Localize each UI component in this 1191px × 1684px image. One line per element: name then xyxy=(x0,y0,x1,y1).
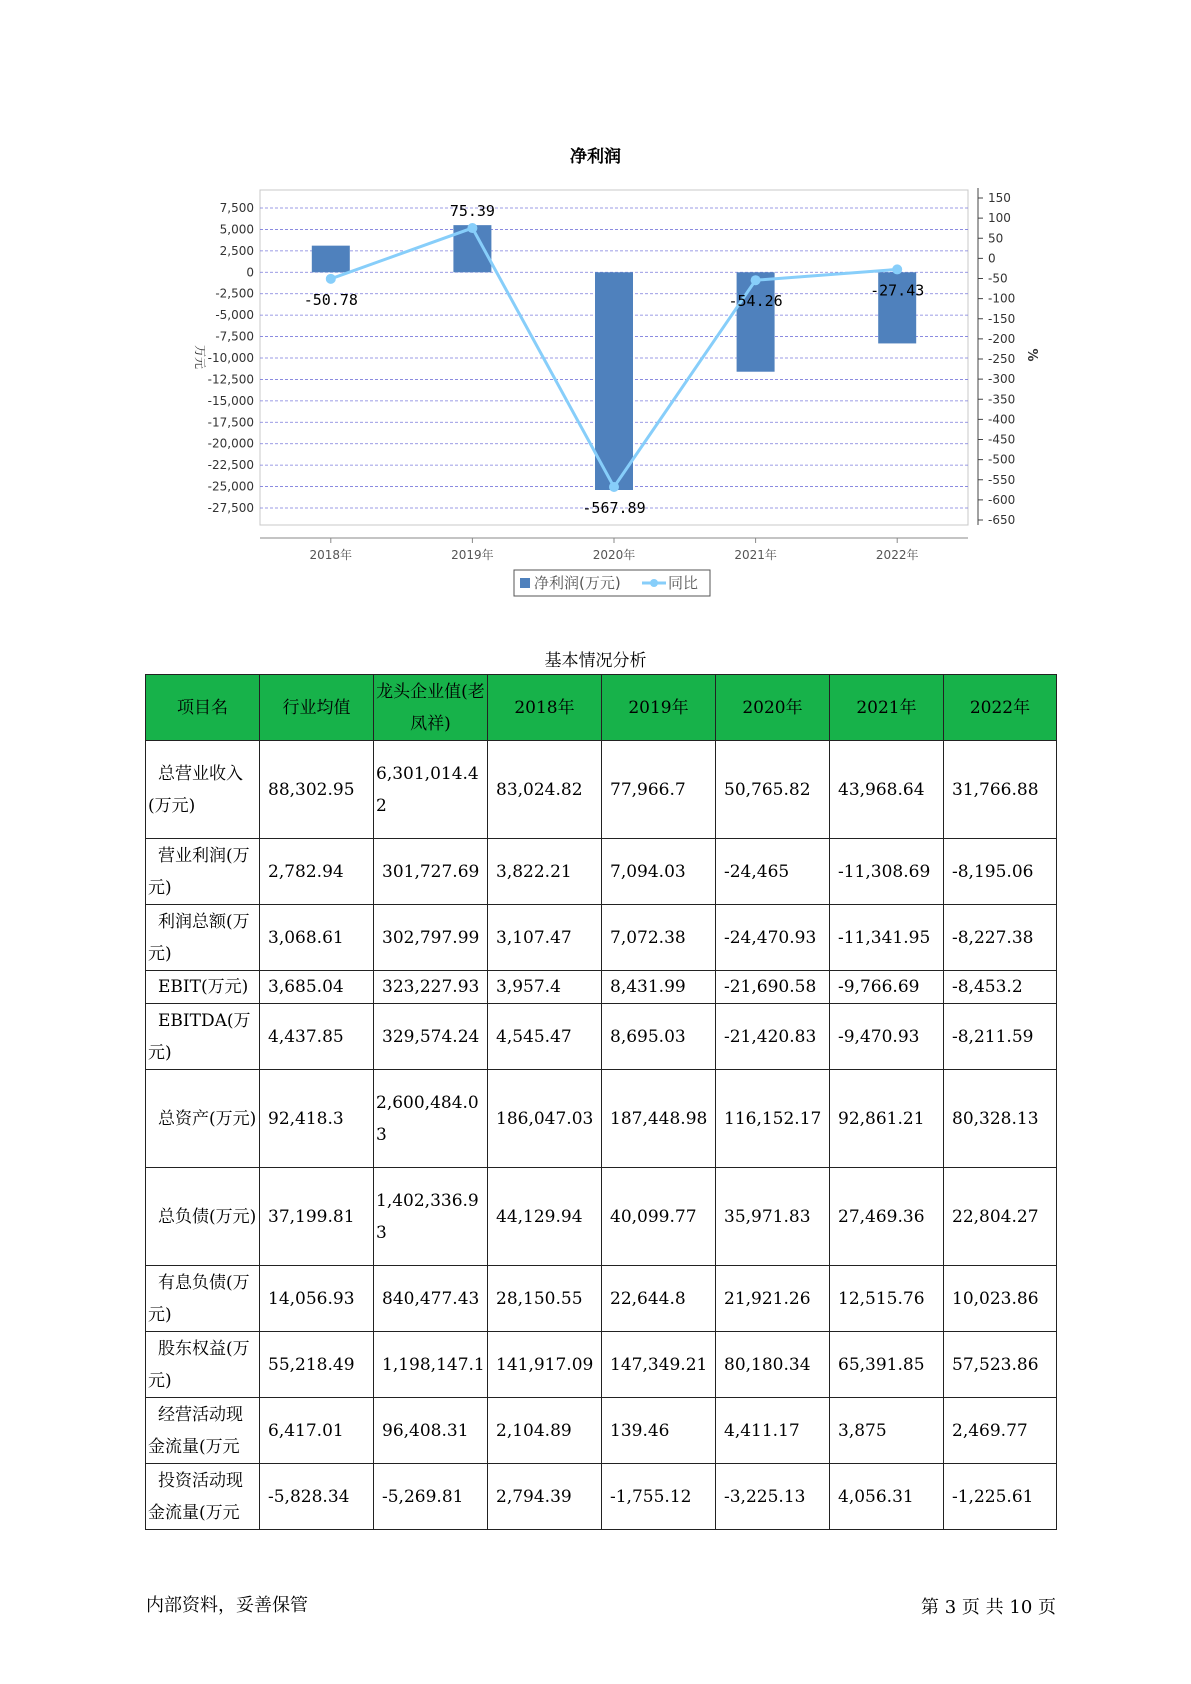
y-tick-label: -22,500 xyxy=(207,458,254,473)
x-tick-label: 2018年 xyxy=(309,548,353,562)
header-cell: 2022年 xyxy=(944,675,1057,741)
value-cell: -11,341.95 xyxy=(830,905,944,971)
table-row xyxy=(146,1266,1057,1332)
value-cell: 22,804.27 xyxy=(944,1168,1057,1266)
y2-tick-label: -550 xyxy=(988,472,1016,487)
value-cell: 3,957.4 xyxy=(488,971,602,1004)
value-cell: 4,545.47 xyxy=(488,1004,602,1070)
data-label-yoy: -27.43 xyxy=(870,281,925,300)
value-cell: 35,971.83 xyxy=(716,1168,830,1266)
value-cell: 44,129.94 xyxy=(488,1168,602,1266)
value-cell: 50,765.82 xyxy=(716,741,830,839)
y2-tick-label: -50 xyxy=(988,271,1008,286)
value-cell: 301,727.69 xyxy=(374,839,488,905)
legend-line-label: 同比 xyxy=(668,574,699,592)
value-cell: 6,301,014.42 xyxy=(374,741,488,839)
value-cell: 2,104.89 xyxy=(488,1398,602,1464)
value-cell: 1,198,147.1 xyxy=(374,1332,488,1398)
y2-tick-label: -450 xyxy=(988,432,1016,447)
value-cell: 2,782.94 xyxy=(260,839,374,905)
basic-analysis-table xyxy=(145,674,1057,1530)
y-tick-label: -17,500 xyxy=(207,415,254,430)
value-cell: 329,574.24 xyxy=(374,1004,488,1070)
y2-tick-label: -200 xyxy=(988,331,1016,346)
data-label-yoy: -50.78 xyxy=(303,290,358,309)
y2-tick-label: -600 xyxy=(988,492,1016,507)
value-cell: 4,437.85 xyxy=(260,1004,374,1070)
row-label-cell: 股东权益(万元) xyxy=(146,1332,260,1398)
value-cell: 40,099.77 xyxy=(602,1168,716,1266)
value-cell: -11,308.69 xyxy=(830,839,944,905)
x-tick-label: 2022年 xyxy=(875,548,919,562)
y2-tick-label: -350 xyxy=(988,392,1016,407)
table-row xyxy=(146,971,1057,1004)
value-cell: 80,328.13 xyxy=(944,1070,1057,1168)
legend-bar-swatch xyxy=(520,578,530,588)
table-row xyxy=(146,1398,1057,1464)
row-label-cell: EBITDA(万元) xyxy=(146,1004,260,1070)
table-row xyxy=(146,1332,1057,1398)
row-label-cell: 总负债(万元) xyxy=(146,1168,260,1266)
value-cell: -8,211.59 xyxy=(944,1004,1057,1070)
y2-tick-label: 100 xyxy=(988,211,1011,226)
y2-tick-label: -300 xyxy=(988,372,1016,387)
bar-net-profit xyxy=(595,272,633,490)
value-cell: 57,523.86 xyxy=(944,1332,1057,1398)
header-cell: 项目名 xyxy=(146,675,260,741)
point-yoy xyxy=(326,274,336,284)
bar-net-profit xyxy=(312,246,350,273)
table-header-row xyxy=(146,675,1057,741)
header-cell: 2019年 xyxy=(602,675,716,741)
value-cell: 12,515.76 xyxy=(830,1266,944,1332)
value-cell: 4,056.31 xyxy=(830,1464,944,1530)
y2-tick-label: -250 xyxy=(988,352,1016,366)
value-cell: 28,150.55 xyxy=(488,1266,602,1332)
value-cell: -21,420.83 xyxy=(716,1004,830,1070)
point-yoy xyxy=(467,223,477,233)
table-row xyxy=(146,1070,1057,1168)
value-cell: 7,072.38 xyxy=(602,905,716,971)
value-cell: -3,225.13 xyxy=(716,1464,830,1530)
value-cell: 37,199.81 xyxy=(260,1168,374,1266)
y-tick-label: 0 xyxy=(246,265,254,280)
value-cell: 187,448.98 xyxy=(602,1070,716,1168)
header-cell: 2018年 xyxy=(488,675,602,741)
header-cell: 龙头企业值(老凤祥) xyxy=(374,675,488,741)
value-cell: 186,047.03 xyxy=(488,1070,602,1168)
value-cell: 3,822.21 xyxy=(488,839,602,905)
y2-tick-label: -150 xyxy=(988,311,1016,326)
y2-tick-label: 150 xyxy=(988,191,1011,205)
value-cell: 10,023.86 xyxy=(944,1266,1057,1332)
header-cell: 2021年 xyxy=(830,675,944,741)
value-cell: 323,227.93 xyxy=(374,971,488,1004)
value-cell: 65,391.85 xyxy=(830,1332,944,1398)
value-cell: 1,402,336.93 xyxy=(374,1168,488,1266)
table-caption: 基本情况分析 xyxy=(544,651,647,671)
value-cell: 83,024.82 xyxy=(488,741,602,839)
table-row xyxy=(146,741,1057,839)
x-tick-label: 2021年 xyxy=(734,548,777,562)
legend-line-marker xyxy=(650,579,658,587)
chart-title: 净利润 xyxy=(570,147,621,167)
value-cell: 27,469.36 xyxy=(830,1168,944,1266)
table-row xyxy=(146,839,1057,905)
row-label-cell: 总营业收入(万元) xyxy=(146,741,260,839)
value-cell: -8,453.2 xyxy=(944,971,1057,1004)
y2-tick-label: -500 xyxy=(988,452,1016,467)
y2-tick-label: -650 xyxy=(988,513,1016,527)
x-tick-label: 2020年 xyxy=(592,548,636,562)
net-profit-chart xyxy=(0,0,1191,620)
point-yoy xyxy=(892,264,902,274)
footer-confidential: 内部资料，妥善保管 xyxy=(146,1595,308,1616)
row-label-cell: 总资产(万元) xyxy=(146,1070,260,1168)
value-cell: -21,690.58 xyxy=(716,971,830,1004)
y-tick-label: -15,000 xyxy=(207,393,254,408)
value-cell: 31,766.88 xyxy=(944,741,1057,839)
y-axis-label: 万元 xyxy=(193,344,207,370)
value-cell: 22,644.8 xyxy=(602,1266,716,1332)
value-cell: 116,152.17 xyxy=(716,1070,830,1168)
table-row xyxy=(146,905,1057,971)
y-tick-label: -7,500 xyxy=(215,329,254,344)
footer-page-number: 第 3 页 共 10 页 xyxy=(921,1597,1056,1618)
y-tick-label: -20,000 xyxy=(207,436,254,451)
value-cell: -9,470.93 xyxy=(830,1004,944,1070)
y2-tick-label: 0 xyxy=(988,251,996,266)
value-cell: 80,180.34 xyxy=(716,1332,830,1398)
header-cell: 行业均值 xyxy=(260,675,374,741)
value-cell: 147,349.21 xyxy=(602,1332,716,1398)
value-cell: 302,797.99 xyxy=(374,905,488,971)
value-cell: 8,695.03 xyxy=(602,1004,716,1070)
y-tick-label: -12,500 xyxy=(207,372,254,387)
table-row xyxy=(146,1464,1057,1530)
point-yoy xyxy=(751,275,761,285)
y-tick-label: -10,000 xyxy=(207,351,254,365)
value-cell: 77,966.7 xyxy=(602,741,716,839)
value-cell: 2,794.39 xyxy=(488,1464,602,1530)
point-yoy xyxy=(609,482,619,492)
value-cell: 6,417.01 xyxy=(260,1398,374,1464)
y-tick-label: -2,500 xyxy=(215,286,254,301)
row-label-cell: 投资活动现金流量(万元 xyxy=(146,1464,260,1530)
value-cell: -1,225.61 xyxy=(944,1464,1057,1530)
value-cell: 4,411.17 xyxy=(716,1398,830,1464)
table-row xyxy=(146,1004,1057,1070)
value-cell: -8,195.06 xyxy=(944,839,1057,905)
y2-tick-label: 50 xyxy=(988,231,1004,246)
y2-tick-label: -400 xyxy=(988,412,1016,427)
value-cell: 43,968.64 xyxy=(830,741,944,839)
row-label-cell: 经营活动现金流量(万元 xyxy=(146,1398,260,1464)
value-cell: 96,408.31 xyxy=(374,1398,488,1464)
table-row xyxy=(146,1168,1057,1266)
y-tick-label: 5,000 xyxy=(219,222,254,237)
value-cell: 92,861.21 xyxy=(830,1070,944,1168)
x-tick-label: 2019年 xyxy=(451,548,494,562)
value-cell: 3,875 xyxy=(830,1398,944,1464)
row-label-cell: 利润总额(万元) xyxy=(146,905,260,971)
row-label-cell: EBIT(万元) xyxy=(146,971,260,1004)
value-cell: 141,917.09 xyxy=(488,1332,602,1398)
y-tick-label: -5,000 xyxy=(215,308,254,323)
value-cell: 3,068.61 xyxy=(260,905,374,971)
y-tick-label: 2,500 xyxy=(219,243,254,258)
data-label-yoy: -567.89 xyxy=(582,498,646,517)
value-cell: -5,828.34 xyxy=(260,1464,374,1530)
value-cell: 3,685.04 xyxy=(260,971,374,1004)
value-cell: -5,269.81 xyxy=(374,1464,488,1530)
y-tick-label: -27,500 xyxy=(207,501,254,515)
row-label-cell: 有息负债(万元) xyxy=(146,1266,260,1332)
value-cell: -9,766.69 xyxy=(830,971,944,1004)
value-cell: -8,227.38 xyxy=(944,905,1057,971)
data-label-yoy: 75.39 xyxy=(449,202,495,221)
value-cell: 3,107.47 xyxy=(488,905,602,971)
legend-bar-label: 净利润(万元) xyxy=(534,574,621,592)
value-cell: 8,431.99 xyxy=(602,971,716,1004)
value-cell: -24,465 xyxy=(716,839,830,905)
value-cell: -1,755.12 xyxy=(602,1464,716,1530)
value-cell: 2,469.77 xyxy=(944,1398,1057,1464)
data-label-yoy: -54.26 xyxy=(728,292,783,311)
value-cell: 21,921.26 xyxy=(716,1266,830,1332)
y-tick-label: 7,500 xyxy=(219,201,254,215)
bar-net-profit xyxy=(737,272,775,371)
header-cell: 2020年 xyxy=(716,675,830,741)
y-tick-label: -25,000 xyxy=(207,479,254,494)
value-cell: 14,056.93 xyxy=(260,1266,374,1332)
y2-axis-label: % xyxy=(1024,348,1039,362)
value-cell: 92,418.3 xyxy=(260,1070,374,1168)
value-cell: 2,600,484.03 xyxy=(374,1070,488,1168)
value-cell: 55,218.49 xyxy=(260,1332,374,1398)
value-cell: -24,470.93 xyxy=(716,905,830,971)
value-cell: 840,477.43 xyxy=(374,1266,488,1332)
value-cell: 139.46 xyxy=(602,1398,716,1464)
row-label-cell: 营业利润(万元) xyxy=(146,839,260,905)
y2-tick-label: -100 xyxy=(988,291,1016,306)
value-cell: 88,302.95 xyxy=(260,741,374,839)
value-cell: 7,094.03 xyxy=(602,839,716,905)
